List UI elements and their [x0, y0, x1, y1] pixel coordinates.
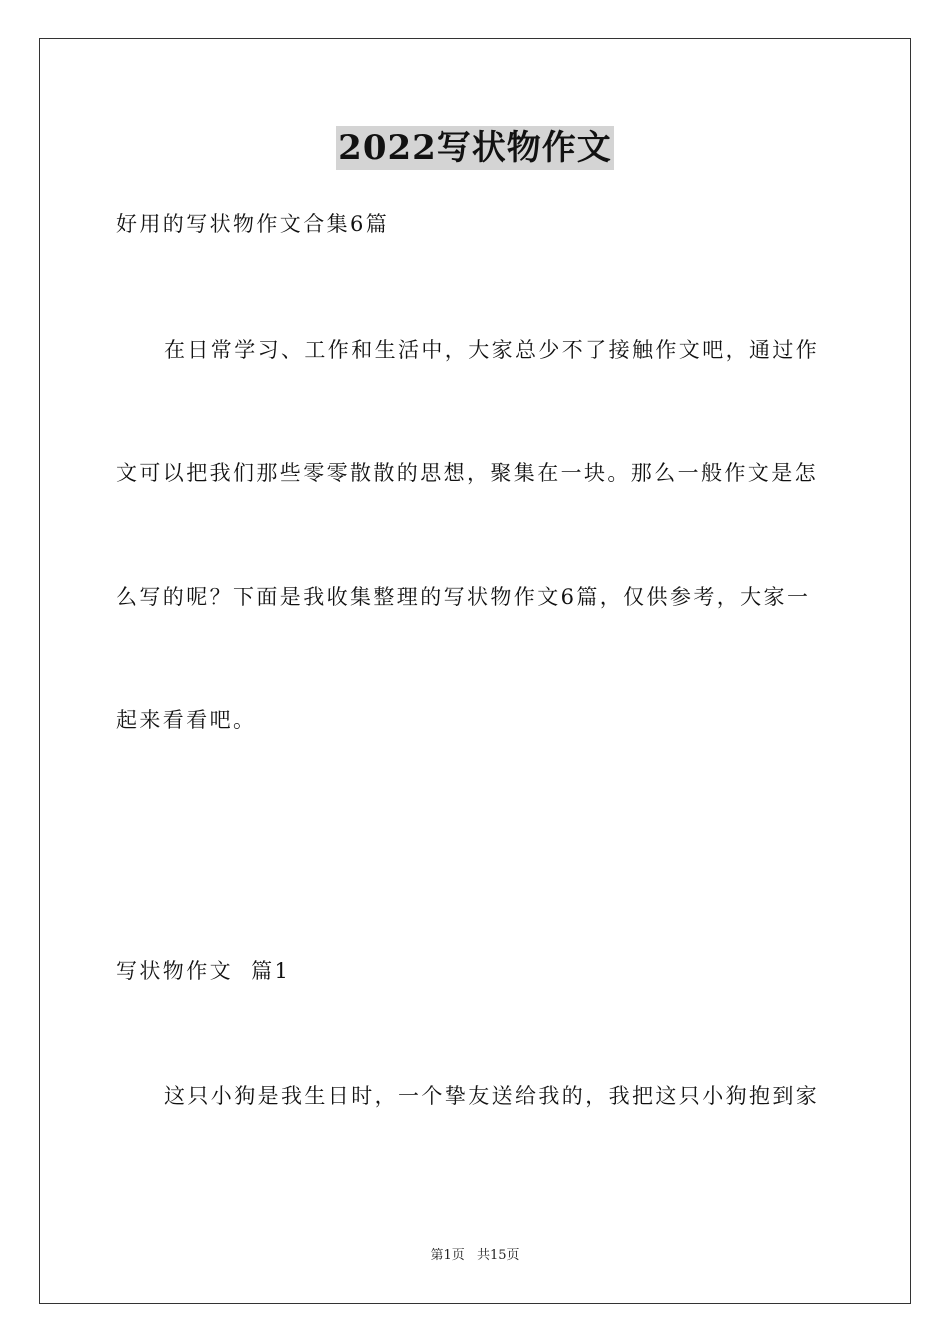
page-number-current: 第1页 — [430, 1248, 465, 1263]
intro-line-3: 么写的呢？下面是我收集整理的写状物作文6篇，仅供参考，大家一 — [116, 585, 811, 609]
document-subtitle: 好用的写状物作文合集6篇 — [116, 212, 390, 236]
title-container — [0, 126, 950, 170]
page-number-total: 共15页 — [476, 1248, 520, 1263]
page-footer — [0, 1247, 950, 1265]
intro-line-2: 文可以把我们那些零零散散的思想，聚集在一块。那么一般作文是怎 — [116, 461, 818, 485]
intro-line-1: 在日常学习、工作和生活中，大家总少不了接触作文吧，通过作 — [164, 338, 820, 362]
section-heading: 写状物作文 篇1 — [116, 959, 291, 983]
document-title: 2022写状物作文 — [338, 128, 612, 168]
section-line-1: 这只小狗是我生日时，一个挚友送给我的，我把这只小狗抱到家 — [164, 1084, 820, 1108]
intro-line-4: 起来看看吧。 — [116, 708, 257, 732]
